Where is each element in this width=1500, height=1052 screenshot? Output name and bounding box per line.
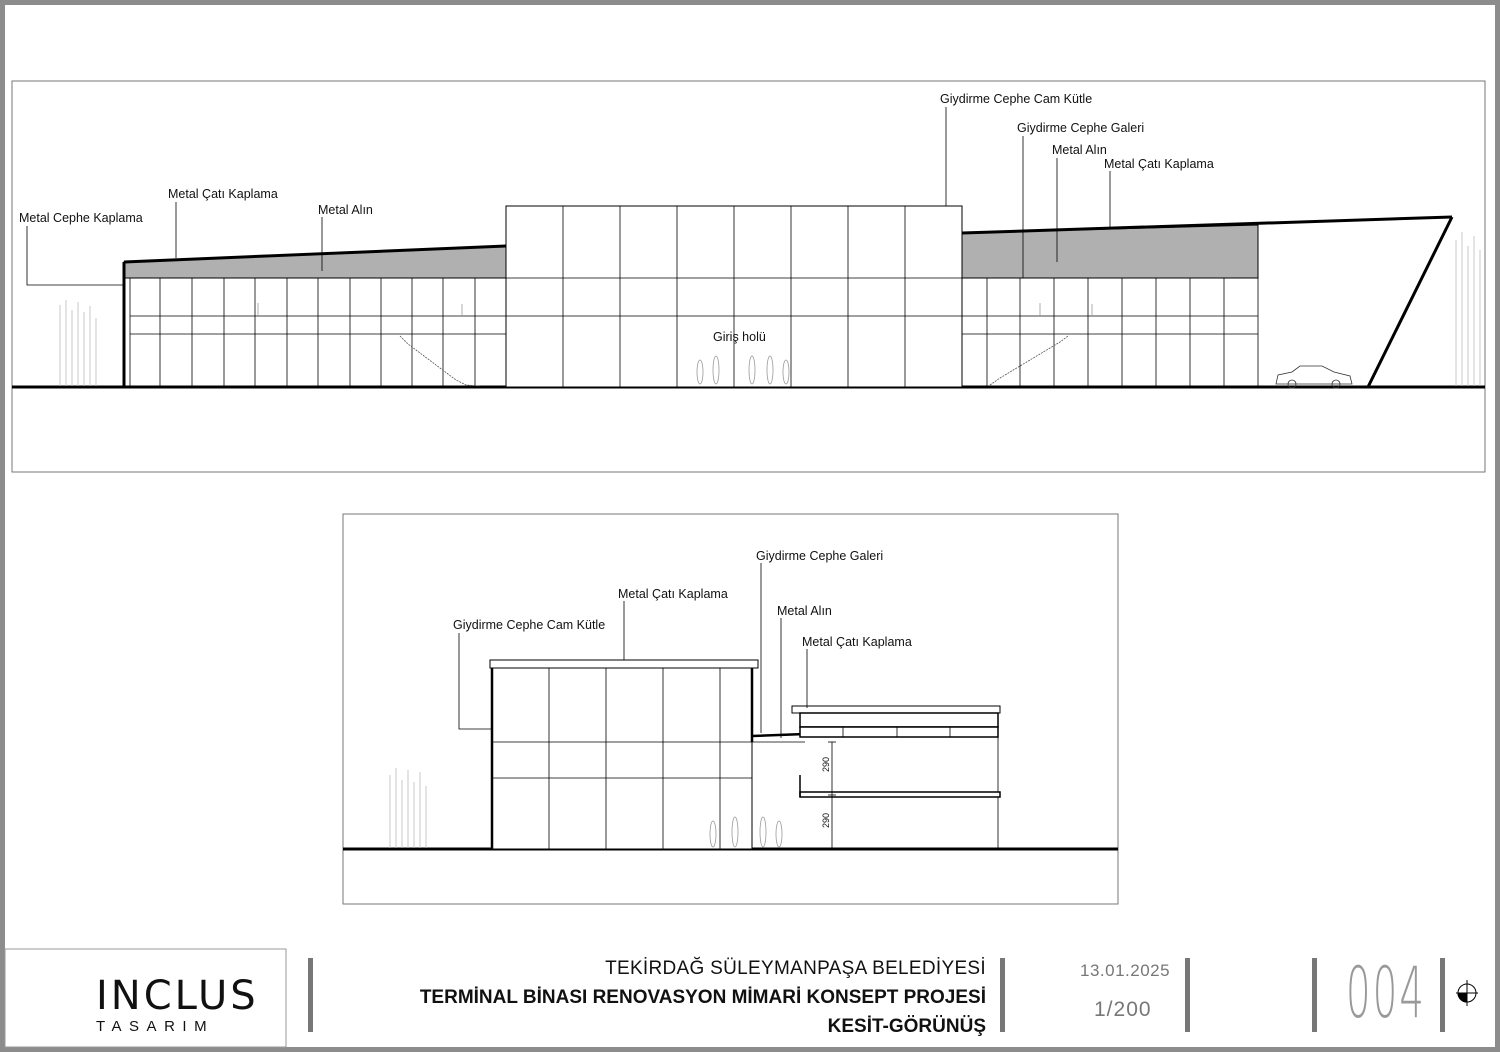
dimension-upper: 290 — [821, 756, 831, 772]
cross-section — [343, 514, 1118, 904]
label-metal-cephe-kaplama: Metal Cephe Kaplama — [19, 211, 143, 225]
label-metal-alin-left: Metal Alın — [318, 203, 373, 217]
label-metal-cati-kaplama-section-top: Metal Çatı Kaplama — [618, 587, 728, 601]
logo-wordmark: INCLUS — [96, 973, 259, 1019]
long-section-elevation — [12, 81, 1485, 472]
sheet-title: KESİT-GÖRÜNÜŞ — [827, 1016, 986, 1037]
label-metal-alin-right: Metal Alın — [1052, 143, 1107, 157]
section-tree-figures — [390, 768, 426, 848]
sheet-number: 004 — [1346, 952, 1427, 1034]
car-figure — [1276, 366, 1352, 388]
dimension-lower: 290 — [821, 812, 831, 828]
label-metal-cati-kaplama-right: Metal Çatı Kaplama — [1104, 157, 1214, 171]
separator-bar — [1440, 958, 1445, 1032]
label-giydirme-cephe-cam-kutle: Giydirme Cephe Cam Kütle — [940, 92, 1093, 106]
label-metal-cati-kaplama-left: Metal Çatı Kaplama — [168, 187, 278, 201]
logo-subtext: TASARIM — [96, 1018, 215, 1035]
separator-bar — [1312, 958, 1317, 1032]
separator-bar — [1000, 958, 1005, 1032]
label-giydirme-cephe-galeri: Giydirme Cephe Galeri — [1017, 121, 1145, 135]
drawing-scale: 1/200 — [1094, 998, 1152, 1021]
project-title: TERMİNAL BİNASI RENOVASYON MİMARİ KONSEPT PROJESİ — [419, 987, 986, 1008]
label-giydirme-cephe-cam-kutle-section: Giydirme Cephe Cam Kütle — [453, 618, 606, 632]
separator-bar — [308, 958, 313, 1032]
label-metal-alin-section: Metal Alın — [777, 604, 832, 618]
label-metal-cati-kaplama-section-low: Metal Çatı Kaplama — [802, 635, 912, 649]
label-giydirme-cephe-galeri-section: Giydirme Cephe Galeri — [756, 549, 884, 563]
label-giris-holu: Giriş holü — [713, 330, 766, 344]
separator-bar — [1185, 958, 1190, 1032]
north-arrow-icon — [1456, 980, 1478, 1006]
client-name: TEKİRDAĞ SÜLEYMANPAŞA BELEDİYESİ — [605, 958, 986, 979]
drawing-date: 13.01.2025 — [1080, 961, 1171, 980]
